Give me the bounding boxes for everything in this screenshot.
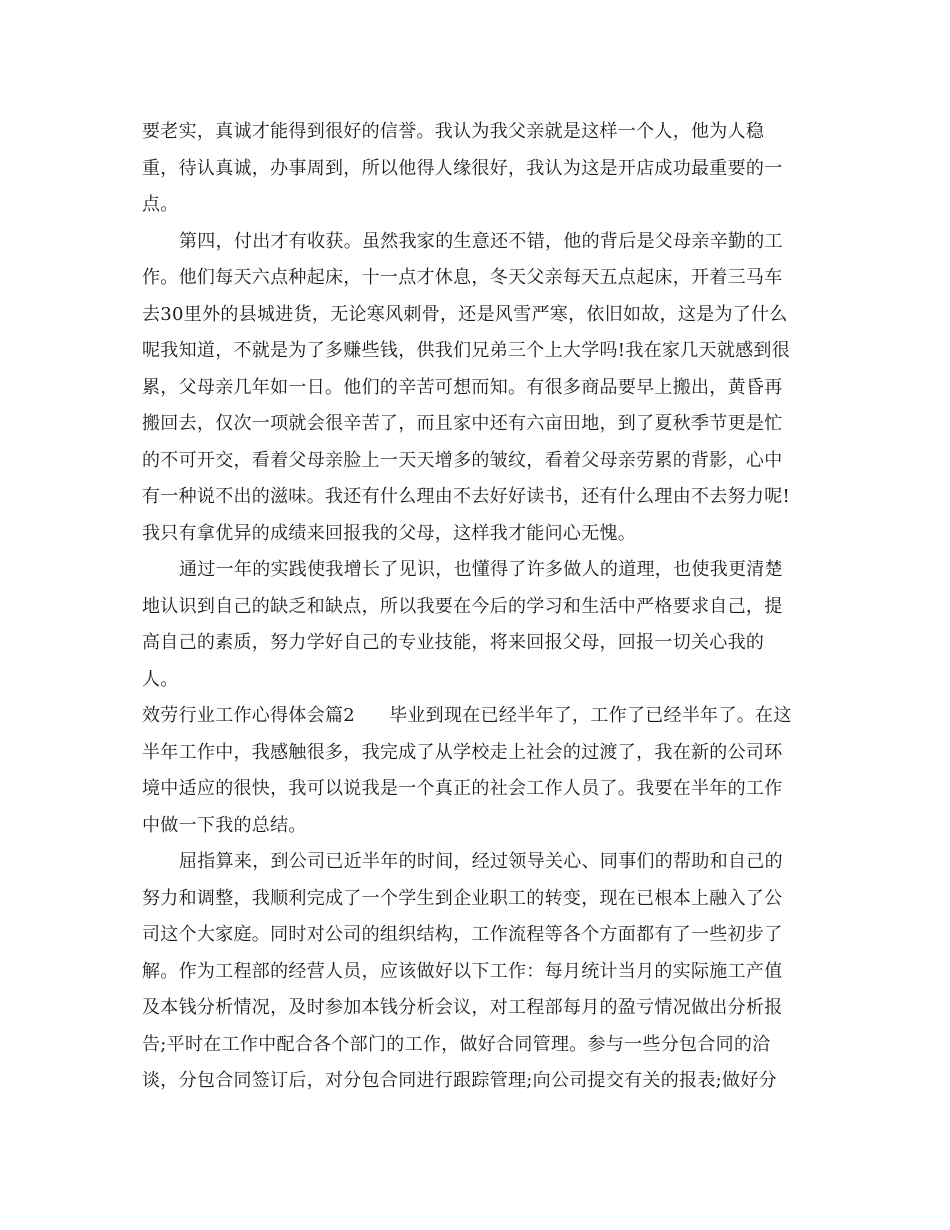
- text-line: 通过一年的实践使我增长了见识，也懂得了许多做人的道理，也使我更清楚: [179, 559, 783, 580]
- paragraph-final: [142, 844, 808, 1100]
- text-line: 努力和调整，我顺利完成了一个学生到企业职工的转变，现在已根本上融入了公: [142, 887, 783, 909]
- text-line: 有一种说不出的滋味。我还有什么理由不去好好读书，还有什么理由不去努力呢!: [142, 486, 791, 507]
- text-line: 我只有拿优异的成绩来回报我的父母，这样我才能问心无愧。: [142, 522, 637, 544]
- text-line: 高自己的素质，努力学好自己的专业技能，将来回报父母，回报一切关心我的: [142, 632, 765, 653]
- text-line: 屈指算来，到公司已近半年的时间，经过领导关心、同事们的帮助和自己的: [179, 851, 783, 872]
- paragraph-3: [142, 552, 808, 698]
- text-line: 累，父母亲几年如一日。他们的辛苦可想而知。有很多商品要早上搬出，黄昏再: [142, 376, 783, 398]
- text-line: 第四，付出才有收获。虽然我家的生意还不错，他的背后是父母亲辛勤的工: [179, 230, 783, 252]
- text-line: 及本钱分析情况，及时参加本钱分析会议，对工程部每月的盈亏情况做出分析报: [142, 997, 783, 1018]
- text-line: 半年工作中，我感触很多，我完成了从学校走上社会的过渡了，我在新的公司环: [142, 741, 783, 763]
- text-line: 司这个大家庭。同时对公司的组织结构，工作流程等各个方面都有了一些初步了: [142, 924, 783, 945]
- text-line: 解。作为工程部的经营人员，应该做好以下工作：每月统计当月的实际施工产值: [142, 960, 783, 982]
- paragraph-2: [142, 224, 808, 553]
- text-line: 人。: [142, 668, 179, 690]
- document-body: [142, 114, 808, 1100]
- section-heading: 效劳行业工作心得体会篇2: [142, 705, 356, 726]
- text-line: 重，待认真诚，办事周到，所以他得人缘很好，我认为这是开店成功最重要的一: [142, 157, 783, 179]
- section-first-line: 毕业到现在已经半年了，工作了已经半年了。在这: [389, 705, 792, 726]
- text-line: 中做一下我的总结。: [142, 814, 307, 836]
- text-line: 去30里外的县城进货，无论寒风刺骨，还是风雪严寒，依旧如故，这是为了什么: [142, 303, 788, 325]
- text-line: 谈，分包合同签订后，对分包合同进行跟踪管理;向公司提交有关的报表;做好分: [142, 1070, 777, 1091]
- text-line: 境中适应的很快，我可以说我是一个真正的社会工作人员了。我要在半年的工作: [142, 778, 783, 799]
- text-line: 点。: [142, 194, 179, 215]
- text-line: 作。他们每天六点种起床，十一点才休息，冬天父亲每天五点起床，开着三马车: [142, 267, 783, 288]
- section-2: [142, 698, 808, 844]
- text-line: 要老实，真诚才能得到很好的信誉。我认为我父亲就是这样一个人，他为人稳: [142, 121, 765, 142]
- text-line: 搬回去，仅次一项就会很辛苦了，而且家中还有六亩田地，到了夏秋季节更是忙: [142, 413, 783, 434]
- text-line: 地认识到自己的缺乏和缺点，所以我要在今后的学习和生活中严格要求自己，提: [142, 595, 783, 617]
- text-line: 的不可开交，看着父母亲脸上一天天增多的皱纹，看着父母亲劳累的背影，心中: [142, 449, 783, 471]
- section-heading-line: [142, 698, 808, 735]
- paragraph-1: [142, 114, 808, 224]
- text-line: 呢我知道，不就是为了多赚些钱，供我们兄弟三个上大学吗!我在家几天就感到很: [142, 340, 791, 361]
- text-line: 告;平时在工作中配合各个部门的工作，做好合同管理。参与一些分包合同的洽: [142, 1033, 771, 1055]
